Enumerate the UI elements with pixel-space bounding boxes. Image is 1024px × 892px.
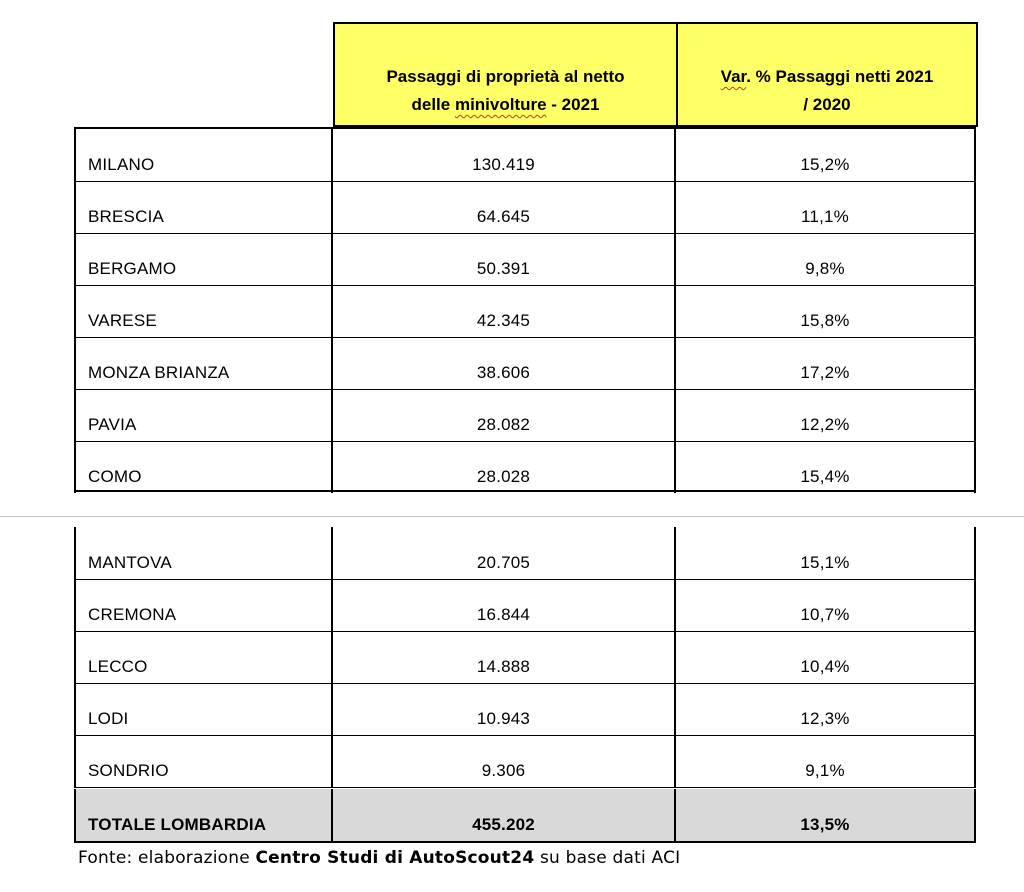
source-bold: Centro Studi di AutoScout24: [255, 848, 535, 868]
source-suffix: su base dati ACI: [534, 848, 681, 868]
header-col-passaggi-line1: Passaggi di proprietà al netto: [386, 67, 625, 86]
province-cell: VARESE: [74, 285, 333, 337]
table-bottom-border: [74, 841, 976, 843]
source-note: [78, 848, 680, 868]
table-row: [74, 337, 976, 389]
table-section-a-bottom-border: [74, 490, 976, 492]
province-cell: MILANO: [74, 129, 333, 181]
province-cell: CREMONA: [74, 579, 333, 631]
variation-cell: 15,1%: [676, 527, 976, 579]
source-prefix: Fonte: elaborazione: [78, 848, 256, 868]
passaggi-cell: 42.345: [333, 285, 676, 337]
row-divider: [74, 787, 976, 788]
province-cell: LECCO: [74, 631, 333, 683]
passaggi-cell: 9.306: [333, 735, 676, 787]
variation-cell: 9,1%: [676, 735, 976, 787]
province-cell: PAVIA: [74, 389, 333, 441]
passaggi-cell: 14.888: [333, 631, 676, 683]
province-cell: LODI: [74, 683, 333, 735]
header-col-passaggi: [333, 22, 678, 127]
passaggi-cell: 130.419: [333, 129, 676, 181]
variation-cell: 9,8%: [676, 233, 976, 285]
province-cell: BERGAMO: [74, 233, 333, 285]
variation-cell: 15,8%: [676, 285, 976, 337]
header-col-variazione: [676, 22, 978, 127]
passaggi-cell: 20.705: [333, 527, 676, 579]
province-cell: COMO: [74, 441, 333, 493]
variation-cell: 10,7%: [676, 579, 976, 631]
table-row: [74, 181, 976, 233]
header-text: . % Passaggi netti 2021: [746, 67, 934, 86]
passaggi-cell: 455.202: [333, 789, 676, 841]
province-cell: SONDRIO: [74, 735, 333, 787]
province-cell: MONZA BRIANZA: [74, 337, 333, 389]
variation-cell: 12,2%: [676, 389, 976, 441]
province-cell: MANTOVA: [74, 527, 333, 579]
table-section-b: [74, 527, 976, 841]
variation-cell: 15,4%: [676, 441, 976, 493]
passaggi-cell: 16.844: [333, 579, 676, 631]
page-break-divider: [0, 516, 1024, 517]
header-text: - 2021: [546, 95, 600, 114]
table-row: [74, 735, 976, 787]
spellcheck-word: minivolture: [454, 95, 547, 114]
table-row: [74, 683, 976, 735]
total-row: [74, 789, 976, 841]
header-col-variazione-line2: / 2020: [803, 95, 851, 114]
passaggi-cell: 10.943: [333, 683, 676, 735]
table-row: [74, 129, 976, 181]
passaggi-cell: 28.082: [333, 389, 676, 441]
variation-cell: 17,2%: [676, 337, 976, 389]
table-row: [74, 631, 976, 683]
passaggi-cell: 50.391: [333, 233, 676, 285]
header-text: delle: [411, 95, 455, 114]
spellcheck-word: Var: [720, 67, 747, 86]
table-row: [74, 233, 976, 285]
passaggi-cell: 64.645: [333, 181, 676, 233]
variation-cell: 11,1%: [676, 181, 976, 233]
table-section-a: [74, 129, 976, 490]
variation-cell: 13,5%: [676, 789, 976, 841]
table-row: [74, 441, 976, 493]
variation-cell: 15,2%: [676, 129, 976, 181]
variation-cell: 12,3%: [676, 683, 976, 735]
province-cell: TOTALE LOMBARDIA: [74, 789, 333, 841]
province-cell: BRESCIA: [74, 181, 333, 233]
passaggi-cell: 38.606: [333, 337, 676, 389]
header-col-passaggi-line2: [411, 91, 599, 119]
table-row: [74, 389, 976, 441]
passaggi-cell: 28.028: [333, 441, 676, 493]
header-col-variazione-line1: [721, 63, 934, 91]
table-row: [74, 527, 976, 579]
variation-cell: 10,4%: [676, 631, 976, 683]
table-row: [74, 579, 976, 631]
table-row: [74, 285, 976, 337]
